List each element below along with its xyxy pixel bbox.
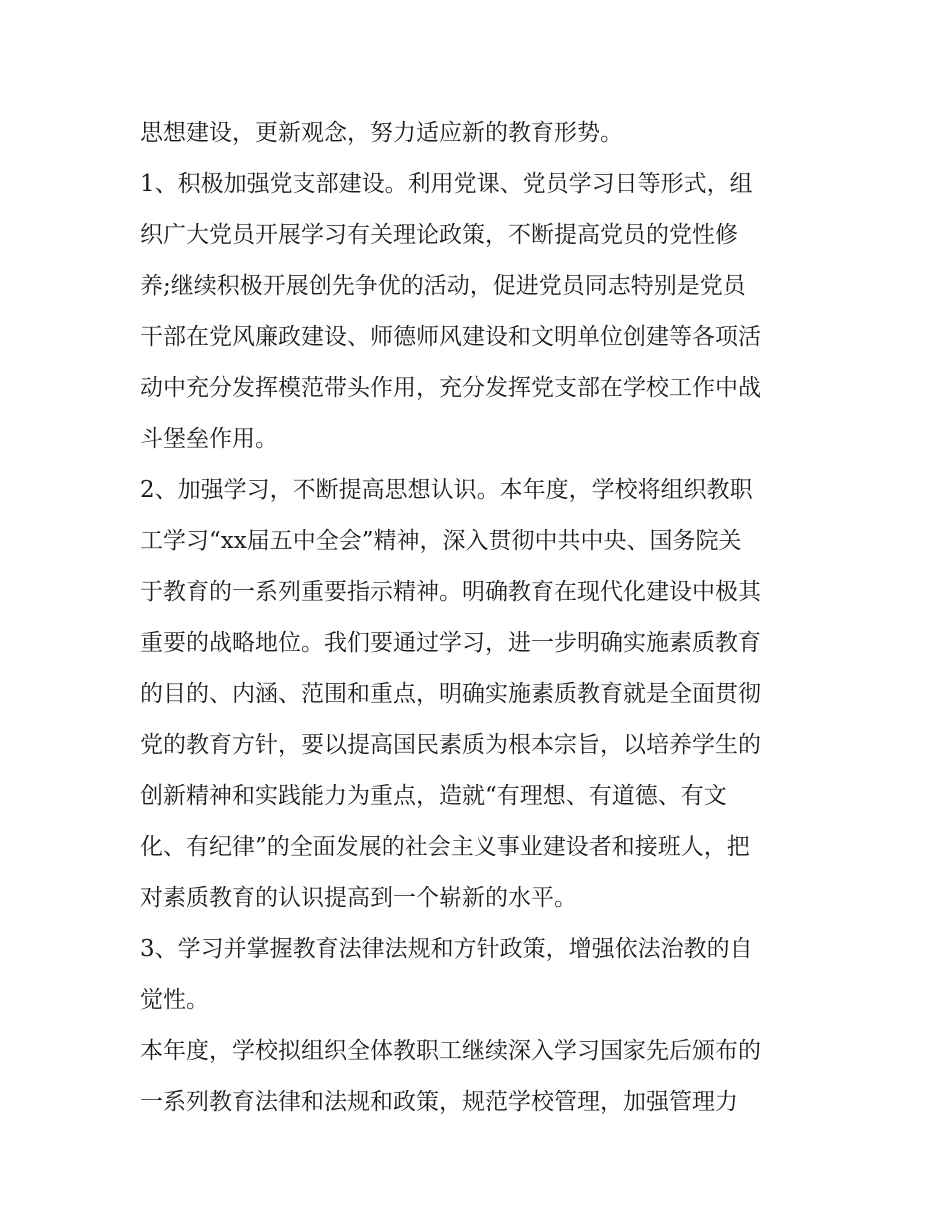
- text-line: 一系列教育法律和法规和政策，规范学校管理，加强管理力: [140, 1089, 738, 1115]
- text-line: 党的教育方针，要以提高国民素质为根本宗旨，以培养学生的: [140, 732, 761, 758]
- text-line: 1、积极加强党支部建设。利用党课、党员学习日等形式，组: [140, 171, 753, 197]
- text-line: 养;继续积极开展创先争优的活动，促进党员同志特别是党员: [140, 273, 746, 299]
- text-line: 3、学习并掌握教育法律法规和方针政策，增强依法治教的自: [140, 936, 753, 962]
- document-body: [140, 108, 820, 1128]
- text-line: 创新精神和实践能力为重点，造就“有理想、有道德、有文: [140, 783, 727, 809]
- text-line: 2、加强学习，不断提高思想认识。本年度，学校将组织教职: [140, 477, 753, 503]
- text-line: 工学习“xx届五中全会”精神，深入贯彻中共中央、国务院关: [140, 528, 742, 554]
- text-line: 觉性。: [140, 987, 209, 1013]
- text-line: 动中充分发挥模范带头作用，充分发挥党支部在学校工作中战: [140, 375, 761, 401]
- text-line: 对素质教育的认识提高到一个崭新的水平。: [140, 885, 577, 911]
- text-line: 于教育的一系列重要指示精神。明确教育在现代化建设中极其: [140, 579, 761, 605]
- text-line: 思想建设，更新观念，努力适应新的教育形势。: [140, 120, 623, 146]
- text-line: 干部在党风廉政建设、师德师风建设和文明单位创建等各项活: [140, 324, 761, 350]
- text-line: 斗堡垒作用。: [140, 426, 278, 452]
- text-line: 织广大党员开展学习有关理论政策，不断提高党员的党性修: [140, 222, 738, 248]
- text-line: 本年度，学校拟组织全体教职工继续深入学习国家先后颁布的: [140, 1038, 761, 1064]
- text-line: 化、有纪律”的全面发展的社会主义事业建设者和接班人，把: [140, 834, 750, 860]
- text-line: 重要的战略地位。我们要通过学习，进一步明确实施素质教育: [140, 630, 761, 656]
- text-line: 的目的、内涵、范围和重点，明确实施素质教育就是全面贯彻: [140, 681, 761, 707]
